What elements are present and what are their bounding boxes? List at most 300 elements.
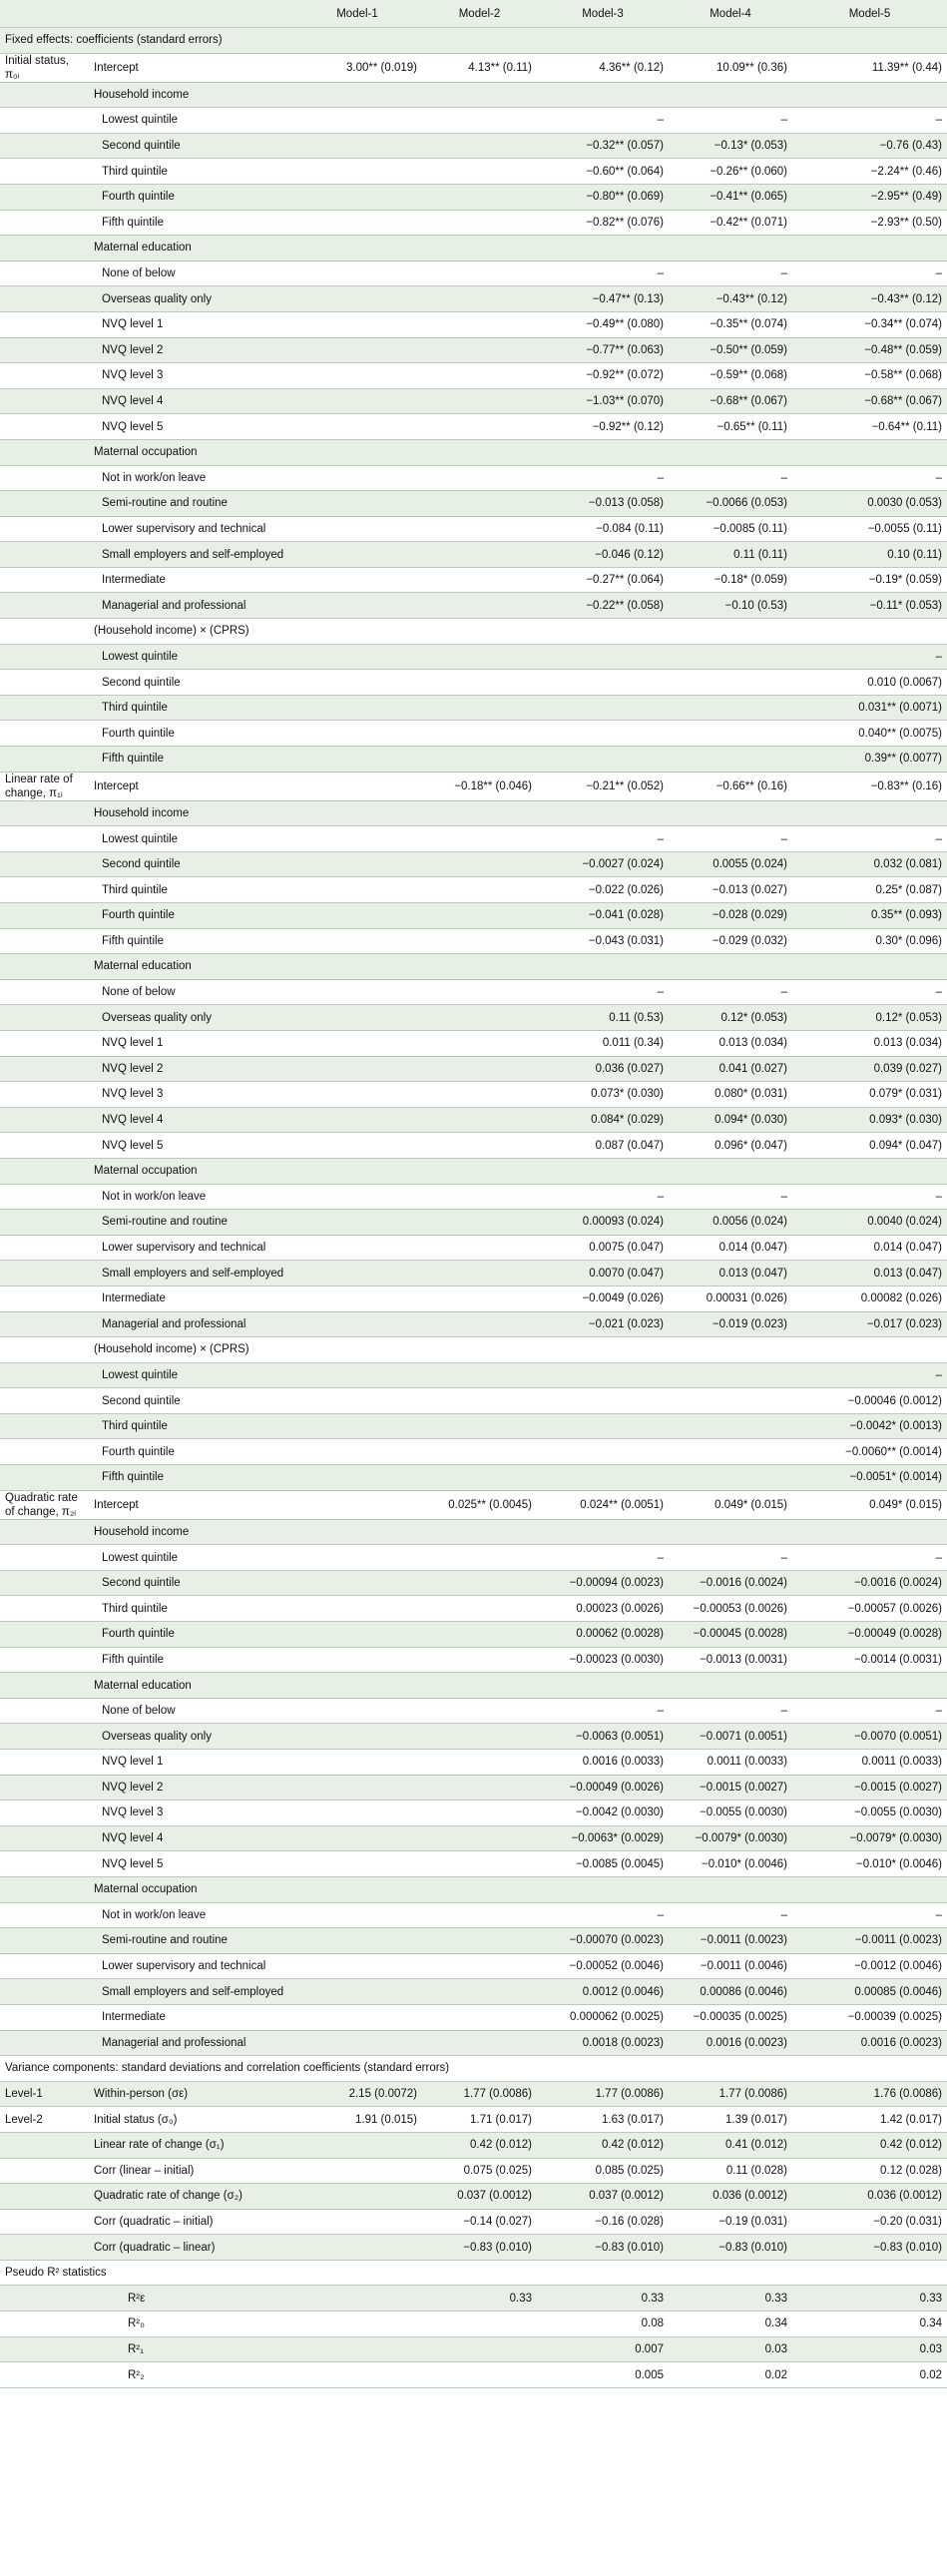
value-cell-model-5: – <box>792 108 947 134</box>
row-label: Managerial and professional <box>88 593 292 619</box>
row-label: Intercept <box>88 53 292 82</box>
value-cell-model-4: 0.0056 (0.024) <box>669 1210 792 1236</box>
value-cell-model-3: – <box>537 465 669 491</box>
row-label: NVQ level 4 <box>88 388 292 414</box>
value-cell-model-5 <box>792 1158 947 1184</box>
value-cell-model-3 <box>537 1337 669 1363</box>
row-group-label <box>0 721 88 747</box>
value-cell-model-1 <box>292 1545 422 1571</box>
table-row <box>0 903 947 929</box>
value-cell-model-1 <box>292 1311 422 1337</box>
table-row <box>0 184 947 210</box>
table-row <box>0 2107 947 2133</box>
row-label: Second quintile <box>88 133 292 159</box>
value-cell-model-4 <box>669 1439 792 1465</box>
value-cell-model-2 <box>422 1311 537 1337</box>
row-group-label <box>0 542 88 568</box>
value-cell-model-5: 0.079* (0.031) <box>792 1082 947 1108</box>
value-cell-model-5: 0.094* (0.047) <box>792 1133 947 1159</box>
value-cell-model-4 <box>669 1673 792 1699</box>
value-cell-model-5: −0.83** (0.16) <box>792 772 947 800</box>
value-cell-model-1 <box>292 1673 422 1699</box>
value-cell-model-2 <box>422 286 537 312</box>
value-cell-model-4: 0.03 <box>669 2336 792 2362</box>
value-cell-model-1 <box>292 516 422 542</box>
value-cell-model-5: 0.00082 (0.026) <box>792 1286 947 1311</box>
value-cell-model-4: 0.049* (0.015) <box>669 1490 792 1519</box>
value-cell-model-3: 4.36** (0.12) <box>537 53 669 82</box>
value-cell-model-4: −0.00045 (0.0028) <box>669 1622 792 1648</box>
value-cell-model-2 <box>422 1439 537 1465</box>
row-group-label <box>0 363 88 389</box>
value-cell-model-5: −0.0070 (0.0051) <box>792 1724 947 1750</box>
value-cell-model-4: 0.096* (0.047) <box>669 1133 792 1159</box>
table-row <box>0 53 947 82</box>
row-group-label <box>0 414 88 440</box>
value-cell-model-3: −0.043 (0.031) <box>537 928 669 954</box>
value-cell-model-1 <box>292 1979 422 2005</box>
value-cell-model-2 <box>422 1107 537 1133</box>
value-cell-model-3: 0.000062 (0.0025) <box>537 2004 669 2030</box>
row-label: Second quintile <box>88 1388 292 1414</box>
value-cell-model-4: −0.35** (0.074) <box>669 311 792 337</box>
value-cell-model-4 <box>669 1337 792 1363</box>
value-cell-model-3 <box>537 1388 669 1414</box>
table-row <box>0 1082 947 1108</box>
value-cell-model-4: −0.18* (0.059) <box>669 567 792 593</box>
value-cell-model-3 <box>537 644 669 670</box>
row-group-label <box>0 772 88 800</box>
value-cell-model-1 <box>292 260 422 286</box>
value-cell-model-2 <box>422 593 537 619</box>
value-cell-model-1 <box>292 644 422 670</box>
value-cell-model-4: – <box>669 826 792 852</box>
value-cell-model-1 <box>292 1876 422 1902</box>
value-cell-model-1 <box>292 184 422 210</box>
value-cell-model-1 <box>292 1030 422 1056</box>
row-group-label <box>0 979 88 1005</box>
value-cell-model-3: 0.087 (0.047) <box>537 1133 669 1159</box>
value-cell-model-3: −0.046 (0.12) <box>537 542 669 568</box>
value-cell-model-1 <box>292 337 422 363</box>
header-model-1: Model-1 <box>292 0 422 28</box>
value-cell-model-3: −0.27** (0.064) <box>537 567 669 593</box>
value-cell-model-1 <box>292 1337 422 1363</box>
value-cell-model-2: 0.075 (0.025) <box>422 2158 537 2184</box>
row-label: Maternal occupation <box>88 1158 292 1184</box>
value-cell-model-4: 0.013 (0.047) <box>669 1261 792 1287</box>
value-cell-model-2 <box>422 619 537 645</box>
value-cell-model-1 <box>292 1647 422 1673</box>
value-cell-model-2 <box>422 979 537 1005</box>
section-row <box>0 28 947 54</box>
value-cell-model-4: −0.0085 (0.11) <box>669 516 792 542</box>
table-row <box>0 2004 947 2030</box>
value-cell-model-2 <box>422 388 537 414</box>
value-cell-model-3 <box>537 800 669 826</box>
value-cell-model-5 <box>792 1519 947 1545</box>
value-cell-model-3: 0.0018 (0.0023) <box>537 2030 669 2056</box>
value-cell-model-1 <box>292 1928 422 1954</box>
group-label-text: Quadratic rate of change, π₂ᵢ <box>5 1491 78 1518</box>
value-cell-model-5: 0.30* (0.096) <box>792 928 947 954</box>
value-cell-model-3: 0.0070 (0.047) <box>537 1261 669 1287</box>
value-cell-model-3: −0.21** (0.052) <box>537 772 669 800</box>
value-cell-model-3: −0.0049 (0.026) <box>537 1286 669 1311</box>
value-cell-model-1 <box>292 236 422 261</box>
table-row <box>0 1439 947 1465</box>
value-cell-model-4: – <box>669 979 792 1005</box>
value-cell-model-2 <box>422 1902 537 1928</box>
value-cell-model-3: −0.0063* (0.0029) <box>537 1825 669 1851</box>
value-cell-model-1 <box>292 2209 422 2235</box>
row-label: NVQ level 2 <box>88 1775 292 1801</box>
value-cell-model-1 <box>292 1413 422 1439</box>
value-cell-model-1 <box>292 1235 422 1261</box>
value-cell-model-2 <box>422 1030 537 1056</box>
value-cell-model-4: −0.10 (0.53) <box>669 593 792 619</box>
row-label: (Household income) × (CPRS) <box>88 619 292 645</box>
row-group-label <box>0 236 88 261</box>
header-model-3: Model-3 <box>537 0 669 28</box>
row-label: Fourth quintile <box>88 1622 292 1648</box>
value-cell-model-2: 0.33 <box>422 2286 537 2312</box>
value-cell-model-1 <box>292 311 422 337</box>
value-cell-model-2 <box>422 1750 537 1776</box>
value-cell-model-5: 0.036 (0.0012) <box>792 2184 947 2210</box>
row-label: Lowest quintile <box>88 644 292 670</box>
row-label: NVQ level 2 <box>88 1056 292 1082</box>
row-label: Corr (linear – initial) <box>88 2158 292 2184</box>
row-label: Intermediate <box>88 567 292 593</box>
value-cell-model-1 <box>292 286 422 312</box>
row-group-label <box>0 210 88 236</box>
value-cell-model-1 <box>292 619 422 645</box>
value-cell-model-4: – <box>669 1902 792 1928</box>
row-label: Initial status (σ₀) <box>88 2107 292 2133</box>
value-cell-model-1 <box>292 1362 422 1388</box>
table-row <box>0 772 947 800</box>
value-cell-model-5: 0.014 (0.047) <box>792 1235 947 1261</box>
value-cell-model-5: 0.093* (0.030) <box>792 1107 947 1133</box>
table-row <box>0 2209 947 2235</box>
value-cell-model-3 <box>537 1876 669 1902</box>
row-group-label <box>0 2235 88 2261</box>
value-cell-model-4: −0.19 (0.031) <box>669 2209 792 2235</box>
header-model-2: Model-2 <box>422 0 537 28</box>
value-cell-model-1 <box>292 567 422 593</box>
row-label: Fifth quintile <box>88 1465 292 1491</box>
value-cell-model-2: −0.83 (0.010) <box>422 2235 537 2261</box>
table-row <box>0 1673 947 1699</box>
value-cell-model-3 <box>537 82 669 108</box>
row-label: NVQ level 1 <box>88 311 292 337</box>
value-cell-model-5: 11.39** (0.44) <box>792 53 947 82</box>
value-cell-model-5: 0.03 <box>792 2336 947 2362</box>
value-cell-model-4: −0.029 (0.032) <box>669 928 792 954</box>
table-row <box>0 1545 947 1571</box>
value-cell-model-4: 0.0011 (0.0033) <box>669 1750 792 1776</box>
value-cell-model-3: – <box>537 260 669 286</box>
value-cell-model-1 <box>292 1775 422 1801</box>
value-cell-model-4: 0.0055 (0.024) <box>669 851 792 877</box>
value-cell-model-3: 0.085 (0.025) <box>537 2158 669 2184</box>
table-row <box>0 1465 947 1491</box>
table-row <box>0 1570 947 1596</box>
row-label: Semi-routine and routine <box>88 491 292 517</box>
value-cell-model-1 <box>292 747 422 773</box>
row-label: NVQ level 5 <box>88 414 292 440</box>
value-cell-model-2: 4.13** (0.11) <box>422 53 537 82</box>
row-group-label <box>0 1107 88 1133</box>
value-cell-model-2 <box>422 465 537 491</box>
row-group-label <box>0 82 88 108</box>
table-row <box>0 311 947 337</box>
row-label: Fourth quintile <box>88 1439 292 1465</box>
value-cell-model-5 <box>792 1673 947 1699</box>
value-cell-model-3 <box>537 236 669 261</box>
value-cell-model-4: 0.013 (0.034) <box>669 1030 792 1056</box>
row-label: Lower supervisory and technical <box>88 1235 292 1261</box>
value-cell-model-5: 0.0016 (0.0023) <box>792 2030 947 2056</box>
value-cell-model-5: 0.039 (0.027) <box>792 1056 947 1082</box>
header-cell <box>88 0 292 28</box>
value-cell-model-5: −0.0014 (0.0031) <box>792 1647 947 1673</box>
row-label: Small employers and self-employed <box>88 1261 292 1287</box>
value-cell-model-5: – <box>792 1698 947 1724</box>
value-cell-model-4: 0.02 <box>669 2362 792 2388</box>
value-cell-model-4: 0.41 (0.012) <box>669 2132 792 2158</box>
value-cell-model-3: −0.83 (0.010) <box>537 2235 669 2261</box>
row-label: Third quintile <box>88 1596 292 1622</box>
value-cell-model-1 <box>292 2158 422 2184</box>
value-cell-model-5: – <box>792 1902 947 1928</box>
value-cell-model-3: −0.47** (0.13) <box>537 286 669 312</box>
value-cell-model-1 <box>292 928 422 954</box>
value-cell-model-2 <box>422 1235 537 1261</box>
value-cell-model-2 <box>422 1082 537 1108</box>
table-row <box>0 2184 947 2210</box>
value-cell-model-4: 0.014 (0.047) <box>669 1235 792 1261</box>
value-cell-model-3: −0.16 (0.028) <box>537 2209 669 2235</box>
value-cell-model-5: −0.64** (0.11) <box>792 414 947 440</box>
value-cell-model-5: −0.76 (0.43) <box>792 133 947 159</box>
value-cell-model-4: 10.09** (0.36) <box>669 53 792 82</box>
value-cell-model-1 <box>292 363 422 389</box>
row-label: Second quintile <box>88 670 292 696</box>
value-cell-model-4: −0.0079* (0.0030) <box>669 1825 792 1851</box>
table-row <box>0 1286 947 1311</box>
table-row <box>0 1647 947 1673</box>
table-row <box>0 721 947 747</box>
value-cell-model-1 <box>292 2286 422 2312</box>
value-cell-model-2 <box>422 1519 537 1545</box>
value-cell-model-5 <box>792 439 947 465</box>
row-label: R²₁ <box>88 2336 292 2362</box>
value-cell-model-5: −2.24** (0.46) <box>792 159 947 185</box>
value-cell-model-1 <box>292 800 422 826</box>
value-cell-model-5: 0.12* (0.053) <box>792 1005 947 1031</box>
value-cell-model-5: – <box>792 465 947 491</box>
value-cell-model-5: −0.010* (0.0046) <box>792 1851 947 1877</box>
value-cell-model-4: −0.42** (0.071) <box>669 210 792 236</box>
value-cell-model-3: – <box>537 108 669 134</box>
value-cell-model-4: 0.11 (0.028) <box>669 2158 792 2184</box>
value-cell-model-3: −0.49** (0.080) <box>537 311 669 337</box>
value-cell-model-3: 0.0012 (0.0046) <box>537 1979 669 2005</box>
value-cell-model-1 <box>292 2132 422 2158</box>
row-group-label <box>0 1133 88 1159</box>
value-cell-model-2 <box>422 644 537 670</box>
table-body <box>0 28 947 2388</box>
value-cell-model-1 <box>292 1801 422 1826</box>
value-cell-model-4: −0.0066 (0.053) <box>669 491 792 517</box>
row-label: R²₂ <box>88 2362 292 2388</box>
value-cell-model-5: −0.0012 (0.0046) <box>792 1953 947 1979</box>
row-group-label <box>0 1724 88 1750</box>
value-cell-model-4 <box>669 670 792 696</box>
value-cell-model-1: 2.15 (0.0072) <box>292 2081 422 2107</box>
section-title: Variance components: standard deviations and correlation coefficients (standard errors) <box>0 2056 947 2082</box>
value-cell-model-1 <box>292 1005 422 1031</box>
row-group-label <box>0 439 88 465</box>
value-cell-model-2 <box>422 439 537 465</box>
value-cell-model-5: −0.00057 (0.0026) <box>792 1596 947 1622</box>
value-cell-model-3: −0.82** (0.076) <box>537 210 669 236</box>
row-group-label <box>0 2030 88 2056</box>
group-label-text: Linear rate of change, π₁ᵢ <box>5 773 73 799</box>
value-cell-model-4: – <box>669 1698 792 1724</box>
row-label: Third quintile <box>88 159 292 185</box>
value-cell-model-5: −2.93** (0.50) <box>792 210 947 236</box>
row-group-label <box>0 1902 88 1928</box>
value-cell-model-1 <box>292 1519 422 1545</box>
value-cell-model-5: 0.013 (0.034) <box>792 1030 947 1056</box>
value-cell-model-5: −0.34** (0.074) <box>792 311 947 337</box>
value-cell-model-4: 0.12* (0.053) <box>669 1005 792 1031</box>
value-cell-model-2 <box>422 1622 537 1648</box>
value-cell-model-1 <box>292 2004 422 2030</box>
value-cell-model-3: −0.0085 (0.0045) <box>537 1851 669 1877</box>
row-label: Intermediate <box>88 1286 292 1311</box>
value-cell-model-2 <box>422 236 537 261</box>
table-row <box>0 1490 947 1519</box>
value-cell-model-5: 0.010 (0.0067) <box>792 670 947 696</box>
value-cell-model-4: – <box>669 465 792 491</box>
value-cell-model-1: 1.91 (0.015) <box>292 2107 422 2133</box>
value-cell-model-4: 0.041 (0.027) <box>669 1056 792 1082</box>
row-label: Semi-routine and routine <box>88 1210 292 1236</box>
value-cell-model-3: 0.42 (0.012) <box>537 2132 669 2158</box>
table-row <box>0 877 947 903</box>
value-cell-model-2 <box>422 954 537 980</box>
table-row <box>0 2286 947 2312</box>
table-row <box>0 1851 947 1877</box>
row-group-label <box>0 2081 88 2107</box>
value-cell-model-1 <box>292 1286 422 1311</box>
row-label: Lower supervisory and technical <box>88 516 292 542</box>
value-cell-model-4: −0.00053 (0.0026) <box>669 1596 792 1622</box>
value-cell-model-5: −0.017 (0.023) <box>792 1311 947 1337</box>
row-group-label <box>0 1158 88 1184</box>
value-cell-model-2 <box>422 2312 537 2337</box>
value-cell-model-1 <box>292 1698 422 1724</box>
value-cell-model-1 <box>292 491 422 517</box>
value-cell-model-3 <box>537 619 669 645</box>
value-cell-model-2 <box>422 1210 537 1236</box>
value-cell-model-2 <box>422 877 537 903</box>
table-row <box>0 1519 947 1545</box>
value-cell-model-1 <box>292 1439 422 1465</box>
row-group-label <box>0 1465 88 1491</box>
row-label: Third quintile <box>88 877 292 903</box>
row-group-label <box>0 1235 88 1261</box>
row-label: Fifth quintile <box>88 210 292 236</box>
row-group-label <box>0 1851 88 1877</box>
row-group-label <box>0 159 88 185</box>
table-row <box>0 954 947 980</box>
value-cell-model-3: 0.073* (0.030) <box>537 1082 669 1108</box>
row-group-label <box>0 2286 88 2312</box>
table-row <box>0 1388 947 1414</box>
value-cell-model-1 <box>292 772 422 800</box>
value-cell-model-1 <box>292 1570 422 1596</box>
value-cell-model-1 <box>292 721 422 747</box>
row-group-label <box>0 1698 88 1724</box>
table-row <box>0 928 947 954</box>
value-cell-model-1 <box>292 670 422 696</box>
value-cell-model-2 <box>422 311 537 337</box>
row-group-label <box>0 260 88 286</box>
table-row <box>0 2030 947 2056</box>
row-group-label <box>0 1570 88 1596</box>
value-cell-model-2 <box>422 1413 537 1439</box>
value-cell-model-3: −0.00070 (0.0023) <box>537 1928 669 1954</box>
value-cell-model-4 <box>669 1876 792 1902</box>
value-cell-model-3 <box>537 721 669 747</box>
table-row <box>0 337 947 363</box>
row-group-label <box>0 593 88 619</box>
row-label: (Household income) × (CPRS) <box>88 1337 292 1363</box>
row-label: Overseas quality only <box>88 1724 292 1750</box>
table-row <box>0 1056 947 1082</box>
row-group-label <box>0 2107 88 2133</box>
value-cell-model-5 <box>792 954 947 980</box>
value-cell-model-4: −0.013 (0.027) <box>669 877 792 903</box>
value-cell-model-2: −0.14 (0.027) <box>422 2209 537 2235</box>
value-cell-model-5: −0.00039 (0.0025) <box>792 2004 947 2030</box>
row-group-label <box>0 851 88 877</box>
table-row <box>0 1825 947 1851</box>
value-cell-model-3: 0.084* (0.029) <box>537 1107 669 1133</box>
table-row <box>0 388 947 414</box>
value-cell-model-5: −0.19* (0.059) <box>792 567 947 593</box>
table-row <box>0 108 947 134</box>
row-group-label <box>0 388 88 414</box>
table-row <box>0 1005 947 1031</box>
row-label: Linear rate of change (σ₁) <box>88 2132 292 2158</box>
value-cell-model-3: −0.00023 (0.0030) <box>537 1647 669 1673</box>
value-cell-model-3: −0.041 (0.028) <box>537 903 669 929</box>
value-cell-model-4: −0.0071 (0.0051) <box>669 1724 792 1750</box>
group-label-text: Level-2 <box>5 2113 43 2126</box>
value-cell-model-2 <box>422 184 537 210</box>
value-cell-model-4 <box>669 800 792 826</box>
value-cell-model-2 <box>422 108 537 134</box>
section-title: Pseudo R² statistics <box>0 2260 947 2286</box>
table-row <box>0 1953 947 1979</box>
value-cell-model-2 <box>422 1801 537 1826</box>
